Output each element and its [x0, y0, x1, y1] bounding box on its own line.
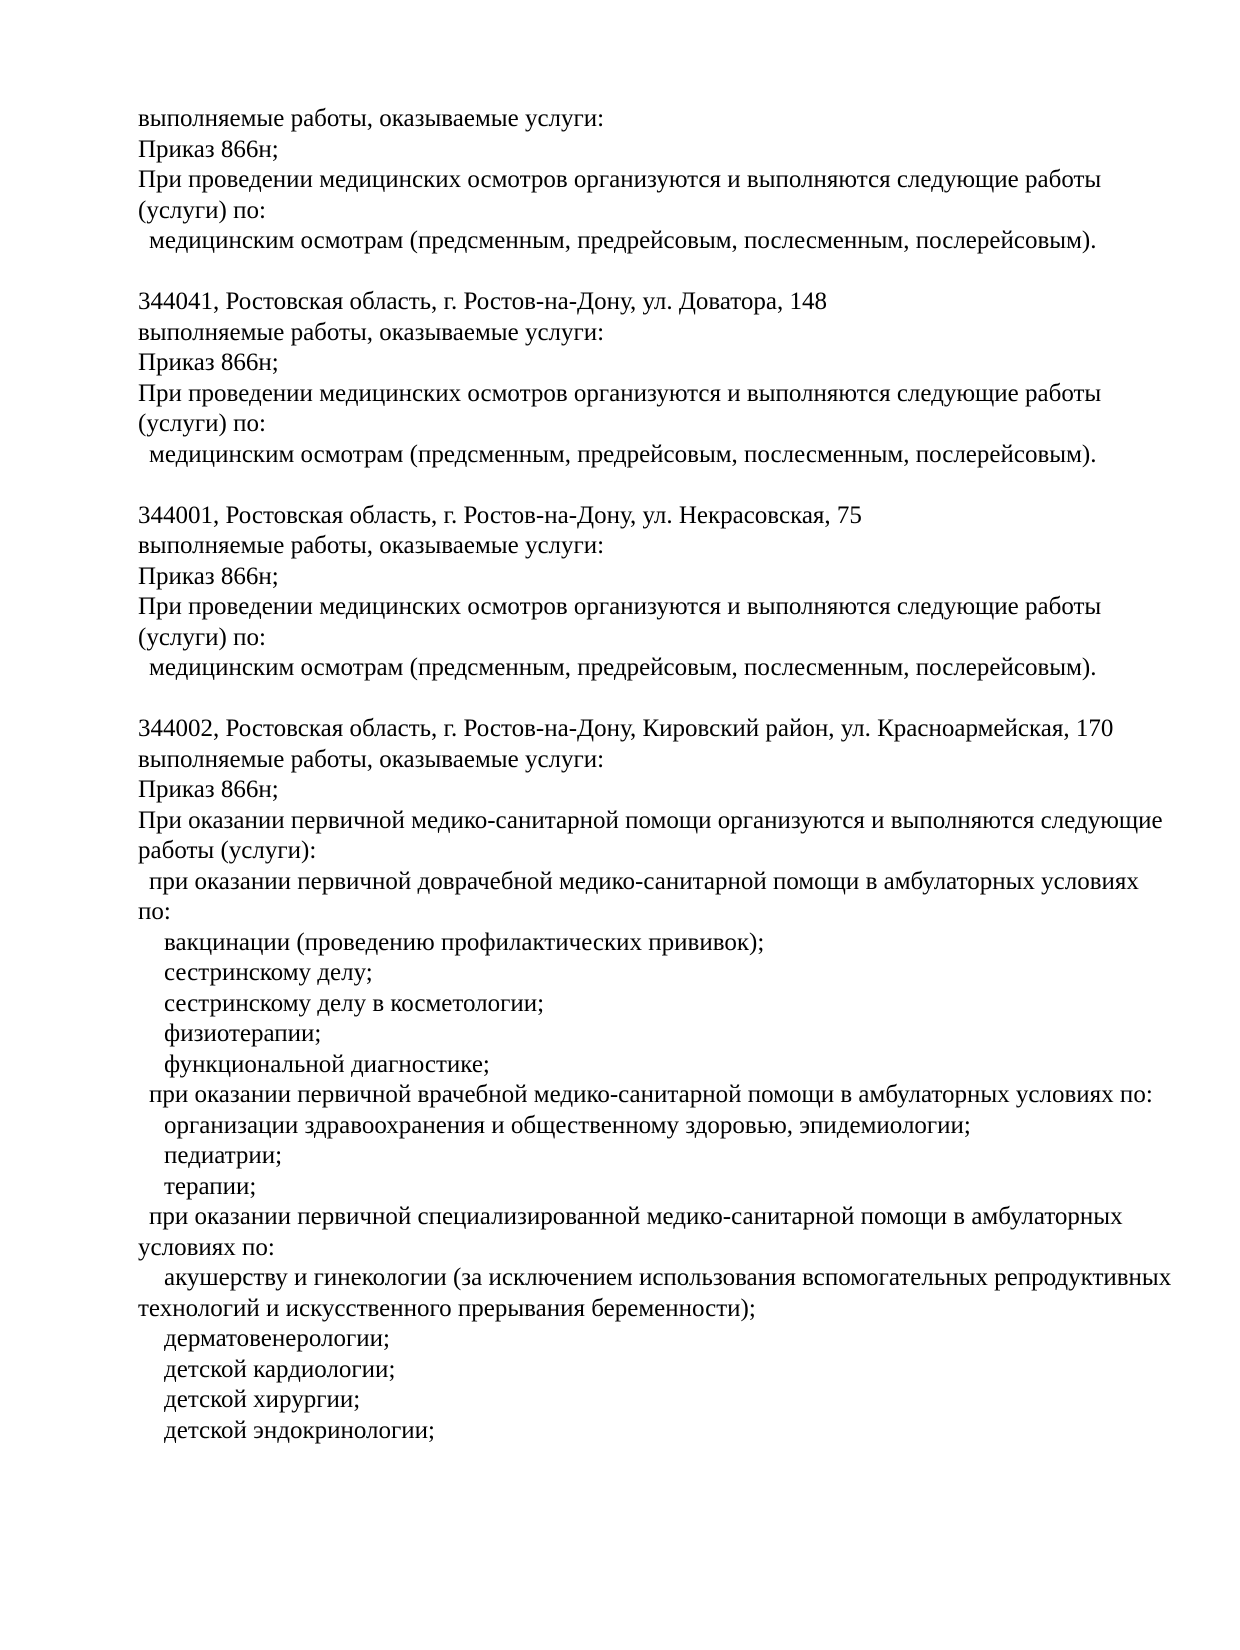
text-line: терапии;	[164, 1172, 257, 1200]
text-line: детской хирургии;	[164, 1386, 361, 1413]
text-line: выполняемые работы, оказываемые услуги:	[138, 105, 605, 132]
text-line: (услуги) по:	[138, 196, 266, 224]
text-line: выполняемые работы, оказываемые услуги:	[138, 318, 605, 346]
license-text-block	[138, 714, 1210, 1446]
license-text-block	[138, 501, 1210, 684]
text-line: педиатрии;	[164, 1142, 283, 1169]
text-line: При проведении медицинских осмотров организуются и выполняются следующие работы	[138, 379, 1102, 407]
text-line: сестринскому делу;	[164, 959, 373, 986]
text-line: Приказ 866н;	[138, 562, 279, 590]
text-line: при оказании первичной врачебной медико-санитарной помощи в амбулаторных условиях по:	[149, 1081, 1153, 1108]
text-line: детской кардиологии;	[164, 1355, 396, 1383]
text-line: медицинским осмотрам (предсменным, предрейсовым, послесменным, послерейсовым).	[149, 654, 1097, 681]
text-line: функциональной диагностике;	[164, 1050, 490, 1078]
text-line: Приказ 866н;	[138, 135, 279, 163]
text-line: Приказ 866н;	[138, 776, 279, 803]
text-line: При проведении медицинских осмотров организуются и выполняются следующие работы	[138, 166, 1102, 193]
text-line: медицинским осмотрам (предсменным, предрейсовым, послесменным, послерейсовым).	[149, 440, 1097, 468]
text-line: (услуги) по:	[138, 623, 266, 651]
text-line: при оказании первичной специализированной медико-санитарной помощи в амбулаторных	[149, 1203, 1123, 1230]
address-line: 344002, Ростовская область, г. Ростов-на-Дону, Кировский район, ул. Красноармейская, 170	[138, 715, 1114, 742]
license-text-block	[138, 104, 1210, 257]
text-line: условиях по:	[138, 1233, 275, 1261]
text-line: по:	[138, 898, 171, 925]
text-line: Приказ 866н;	[138, 349, 279, 376]
text-line: детской эндокринологии;	[164, 1416, 435, 1444]
text-line: при оказании первичной доврачебной медико-санитарной помощи в амбулаторных условиях	[149, 867, 1139, 895]
text-line: физиотерапии;	[164, 1020, 322, 1047]
text-line: При проведении медицинских осмотров организуются и выполняются следующие работы	[138, 593, 1102, 620]
text-line: выполняемые работы, оказываемые услуги:	[138, 532, 605, 559]
text-line: При оказании первичной медико-санитарной помощи организуются и выполняются следующие	[138, 806, 1163, 834]
text-line: дерматовенерологии;	[164, 1325, 390, 1352]
text-line: вакцинации (проведению профилактических прививок);	[164, 928, 765, 956]
text-line: сестринскому делу в косметологии;	[164, 989, 545, 1017]
text-line: (услуги) по:	[138, 410, 266, 437]
license-text-block	[138, 287, 1210, 470]
text-line: технологий и искусственного прерывания беременности);	[138, 1294, 756, 1322]
address-line: 344001, Ростовская область, г. Ростов-на-Дону, ул. Некрасовская, 75	[138, 501, 862, 529]
text-line: выполняемые работы, оказываемые услуги:	[138, 745, 605, 773]
address-line: 344041, Ростовская область, г. Ростов-на-Дону, ул. Доватора, 148	[138, 288, 827, 315]
text-line: организации здравоохранения и общественному здоровью, эпидемиологии;	[164, 1111, 971, 1139]
text-line: работы (услуги):	[138, 837, 317, 864]
text-line: медицинским осмотрам (предсменным, предрейсовым, послесменным, послерейсовым).	[149, 227, 1097, 254]
text-line: акушерству и гинекологии (за исключением использования вспомогательных репродуктивных	[164, 1264, 1172, 1291]
